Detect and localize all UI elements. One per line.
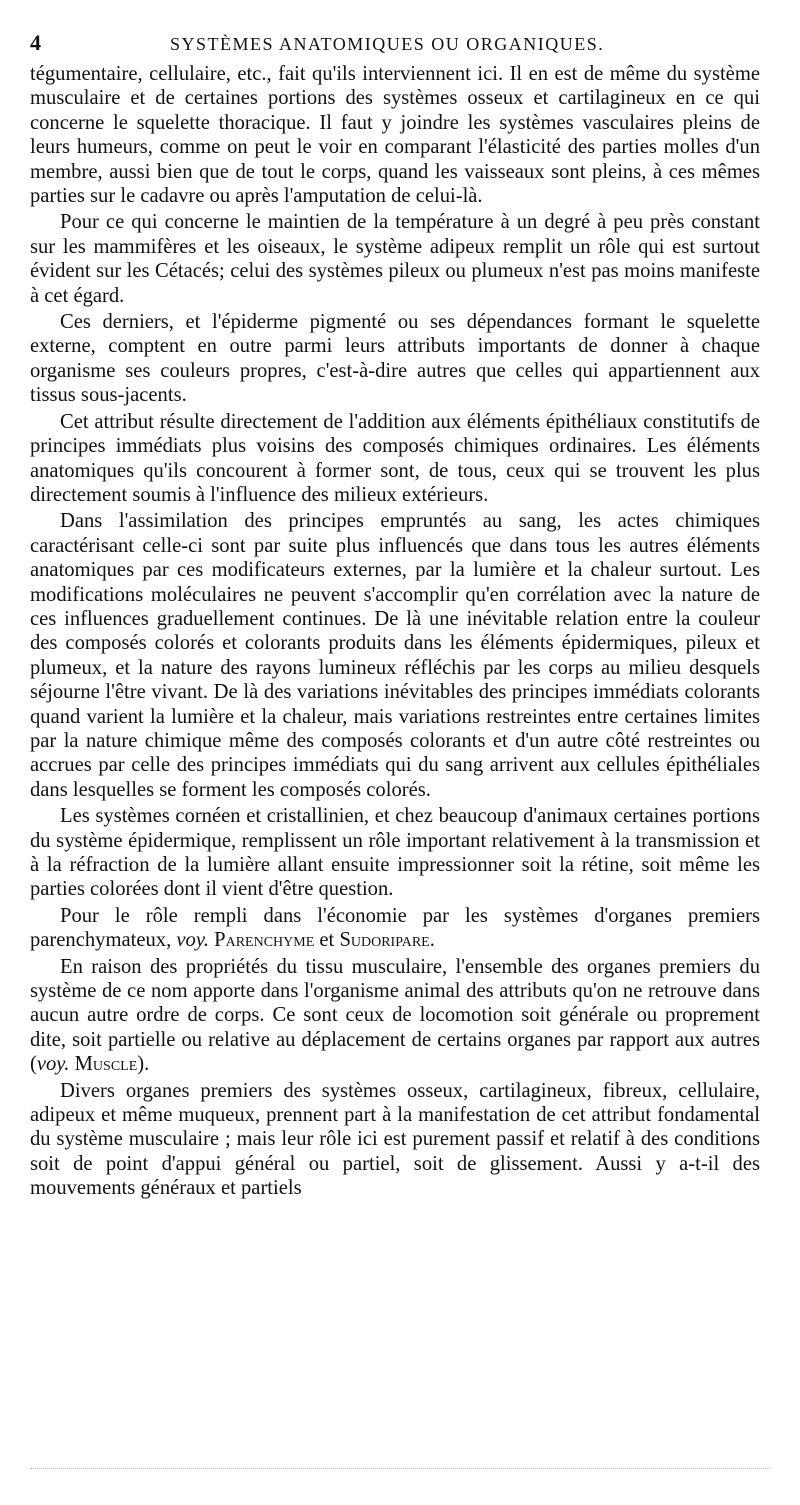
punctuation: ). [137,1053,150,1076]
paragraph: Dans l'assimilation des principes empruntés au sang, les actes chimiques caractérisant celle-ci sont par suite plus influencés que dans tous les autres éléments anatomiques par ces modificateurs externes, par la lumière et la chaleur surtout. Les modifications moléculaires ne peuvent s'accomplir qu'en corrélation avec la nature de ces influences graduellement continues. De là une inévitable relation entre la couleur des composés colorés et colorants produits dans les éléments épidermiques, pileux et plumeux, et la nature des rayons lumineux réfléchis par les corps au milieu desquels séjourne l'être vivant. De là des variations inévitables des principes immédiats colorants quand varient la lumière et la chaleur, mais variations restreintes entre certaines limites par la nature chimique même des composés colorants et d'un autre côté restreintes ou accrues par celle des principes immédiats qui du sang arrivent aux cellules épithéliales dans lesquelles se forment les composés colorés. [30,510,760,801]
cross-reference: Sudoripare [339,929,430,952]
running-head: SYSTÈMES ANATOMIQUES OU ORGANIQUES. [170,34,605,54]
cross-reference: Muscle [74,1053,138,1076]
paragraph: tégumentaire, cellulaire, etc., fait qu'ils interviennent ici. Il en est de même du système musculaire et de certaines portions des systèmes osseux et cartilagineux en ce qui concerne le squelette thoracique. Il faut y joindre les systèmes vasculaires pleins de leurs humeurs, comme on peut le voir en comparant l'élasticité des parties molles d'un membre, aussi bien que de tout le corps, quand les vaisseaux sont pleins, à ces mêmes parties sur le cadavre ou après l'amputation de celui-là. [30,63,760,208]
paragraph-text: En raison des propriétés du tissu musculaire, l'ensemble des organes premiers du système de ce nom apporte dans l'organisme animal des attributs qu'on ne retrouve dans aucun autre ordre de corps. Ce sont ceux de locomotion soit générale ou proprement dite, soit partielle ou relative au déplacement de certains organes par rapport aux autres ( [30,955,760,1076]
body-text [30,62,760,1203]
paragraph: Divers organes premiers des systèmes osseux, cartilagineux, fibreux, cellulaire, adipeux et même muqueux, prennent part à la manifestation de cet attribut fondamental du système musculaire ; mais leur rôle ici est purement passif et relatif à des conditions soit de point d'appui général ou partiel, soit de glissement. Aussi y a-t-il des mouvements généraux et partiels [30,1079,760,1200]
paragraph: Ces derniers, et l'épiderme pigmenté ou ses dépendances formant le squelette externe, comptent en outre parmi leurs attributs importants de donner à chaque organisme ses couleurs propres, c'est-à-dire autres que celles qui appartiennent aux tissus sous-jacents. [30,311,760,407]
footer-rule [30,1468,770,1471]
paragraph [30,955,760,1077]
paragraph: Les systèmes cornéen et cristallinien, et chez beaucoup d'animaux certaines portions du système épidermique, remplissent un rôle important relativement à la transmission et à la réfraction de la lumière allant ensuite impressionner soit la rétine, soit même les parties colorées dont il vient d'être question. [30,805,760,901]
conjunction: et [314,929,340,952]
voy-abbrev: voy. [36,1053,70,1076]
punctuation: . [429,929,435,952]
page-header [30,30,770,60]
page-number: 4 [30,30,41,55]
cross-reference: Parenchyme [214,929,315,952]
paragraph-text: Pour le rôle rempli dans l'économie par les systèmes d'organes premiers parenchymateux, [30,904,760,952]
paragraph: Cet attribut résulte directement de l'addition aux éléments épithéliaux constitutifs de principes immédiats plus voisins des composés chimiques ordinaires. Les éléments anatomiques qu'ils concourent à former sont, de tous, ceux qui se trouvent les plus directement soumis à l'influence des milieux extérieurs. [30,410,760,506]
paragraph: Pour ce qui concerne le maintien de la température à un degré à peu près constant sur les mammifères et les oiseaux, le système adipeux remplit un rôle qui est surtout évident sur les Cétacés; celui des systèmes pileux ou plumeux n'est pas moins manifeste à cet égard. [30,211,760,307]
paragraph [30,904,760,953]
voy-abbrev: voy. [176,929,209,952]
